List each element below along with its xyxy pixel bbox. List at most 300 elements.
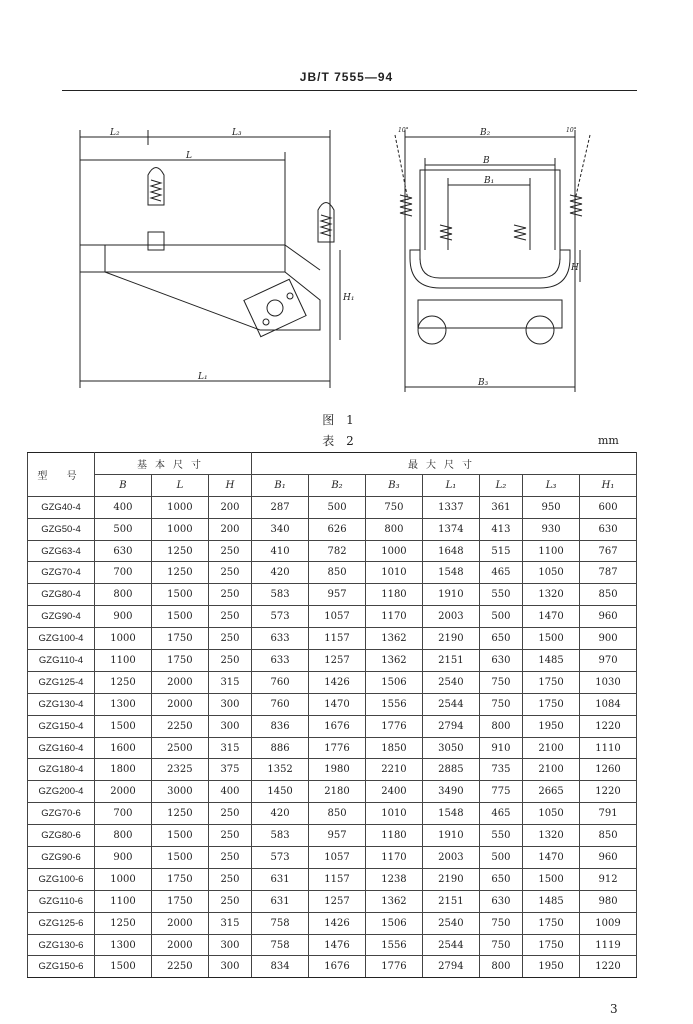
value-cell: 700 bbox=[95, 803, 152, 825]
value-cell: 1362 bbox=[365, 650, 422, 672]
dimensions-table bbox=[27, 452, 637, 978]
value-cell: 583 bbox=[252, 584, 309, 606]
value-cell: 1257 bbox=[309, 890, 366, 912]
value-cell: 775 bbox=[479, 781, 522, 803]
model-cell: GZG150-6 bbox=[28, 956, 95, 978]
value-cell: 800 bbox=[479, 956, 522, 978]
value-cell: 2000 bbox=[151, 912, 208, 934]
value-cell: 2540 bbox=[422, 912, 479, 934]
table-row bbox=[28, 934, 637, 956]
model-cell: GZG200-4 bbox=[28, 781, 95, 803]
value-cell: 1000 bbox=[151, 518, 208, 540]
value-cell: 1300 bbox=[95, 693, 152, 715]
value-cell: 1426 bbox=[309, 912, 366, 934]
value-cell: 800 bbox=[95, 584, 152, 606]
value-cell: 850 bbox=[309, 562, 366, 584]
value-cell: 1110 bbox=[580, 737, 637, 759]
value-cell: 650 bbox=[479, 628, 522, 650]
value-cell: 2100 bbox=[523, 737, 580, 759]
value-cell: 1250 bbox=[151, 540, 208, 562]
value-cell: 1050 bbox=[523, 803, 580, 825]
table-row bbox=[28, 847, 637, 869]
column-header: B₃ bbox=[365, 474, 422, 496]
value-cell: 1470 bbox=[523, 847, 580, 869]
value-cell: 850 bbox=[580, 584, 637, 606]
model-cell: GZG180-4 bbox=[28, 759, 95, 781]
value-cell: 2000 bbox=[151, 934, 208, 956]
value-cell: 800 bbox=[95, 825, 152, 847]
value-cell: 1337 bbox=[422, 496, 479, 518]
value-cell: 1750 bbox=[523, 671, 580, 693]
value-cell: 767 bbox=[580, 540, 637, 562]
value-cell: 782 bbox=[309, 540, 366, 562]
value-cell: 2000 bbox=[95, 781, 152, 803]
value-cell: 1250 bbox=[95, 912, 152, 934]
value-cell: 760 bbox=[252, 671, 309, 693]
value-cell: 1100 bbox=[95, 890, 152, 912]
column-header: B₂ bbox=[309, 474, 366, 496]
table-row bbox=[28, 540, 637, 562]
value-cell: 2544 bbox=[422, 934, 479, 956]
table-row bbox=[28, 759, 637, 781]
value-cell: 750 bbox=[479, 671, 522, 693]
value-cell: 340 bbox=[252, 518, 309, 540]
label-L1: L₁ bbox=[198, 372, 208, 382]
value-cell: 515 bbox=[479, 540, 522, 562]
value-cell: 1500 bbox=[523, 628, 580, 650]
value-cell: 1426 bbox=[309, 671, 366, 693]
value-cell: 1300 bbox=[95, 934, 152, 956]
value-cell: 1374 bbox=[422, 518, 479, 540]
value-cell: 900 bbox=[95, 606, 152, 628]
value-cell: 631 bbox=[252, 868, 309, 890]
value-cell: 2100 bbox=[523, 759, 580, 781]
value-cell: 850 bbox=[309, 803, 366, 825]
value-cell: 912 bbox=[580, 868, 637, 890]
value-cell: 1157 bbox=[309, 868, 366, 890]
value-cell: 413 bbox=[479, 518, 522, 540]
value-cell: 2000 bbox=[151, 671, 208, 693]
value-cell: 500 bbox=[479, 606, 522, 628]
value-cell: 1500 bbox=[151, 825, 208, 847]
label-B3: B₃ bbox=[478, 378, 489, 388]
value-cell: 1100 bbox=[523, 540, 580, 562]
value-cell: 1500 bbox=[151, 847, 208, 869]
value-cell: 1980 bbox=[309, 759, 366, 781]
value-cell: 300 bbox=[208, 715, 251, 737]
value-cell: 1648 bbox=[422, 540, 479, 562]
value-cell: 550 bbox=[479, 825, 522, 847]
value-cell: 900 bbox=[580, 628, 637, 650]
table-row bbox=[28, 912, 637, 934]
value-cell: 250 bbox=[208, 540, 251, 562]
value-cell: 1506 bbox=[365, 912, 422, 934]
value-cell: 315 bbox=[208, 912, 251, 934]
column-header: H₁ bbox=[580, 474, 637, 496]
value-cell: 250 bbox=[208, 868, 251, 890]
value-cell: 573 bbox=[252, 847, 309, 869]
standard-code-header: JB/T 7555—94 bbox=[299, 70, 394, 84]
value-cell: 2665 bbox=[523, 781, 580, 803]
value-cell: 1250 bbox=[151, 803, 208, 825]
value-cell: 200 bbox=[208, 518, 251, 540]
value-cell: 1470 bbox=[523, 606, 580, 628]
value-cell: 2794 bbox=[422, 956, 479, 978]
value-cell: 420 bbox=[252, 562, 309, 584]
value-cell: 2794 bbox=[422, 715, 479, 737]
column-header: L₂ bbox=[479, 474, 522, 496]
table-row bbox=[28, 825, 637, 847]
value-cell: 550 bbox=[479, 584, 522, 606]
model-cell: GZG70-4 bbox=[28, 562, 95, 584]
value-cell: 2400 bbox=[365, 781, 422, 803]
value-cell: 1850 bbox=[365, 737, 422, 759]
table-row bbox=[28, 737, 637, 759]
value-cell: 250 bbox=[208, 825, 251, 847]
label-B: B bbox=[483, 156, 490, 166]
value-cell: 1009 bbox=[580, 912, 637, 934]
value-cell: 930 bbox=[523, 518, 580, 540]
value-cell: 1500 bbox=[151, 606, 208, 628]
value-cell: 1750 bbox=[523, 934, 580, 956]
value-cell: 465 bbox=[479, 562, 522, 584]
value-cell: 2180 bbox=[309, 781, 366, 803]
table-row bbox=[28, 562, 637, 584]
table-row bbox=[28, 693, 637, 715]
value-cell: 1057 bbox=[309, 847, 366, 869]
value-cell: 1010 bbox=[365, 562, 422, 584]
value-cell: 1556 bbox=[365, 934, 422, 956]
value-cell: 900 bbox=[95, 847, 152, 869]
value-cell: 2000 bbox=[151, 693, 208, 715]
model-cell: GZG80-4 bbox=[28, 584, 95, 606]
value-cell: 250 bbox=[208, 606, 251, 628]
value-cell: 1000 bbox=[151, 496, 208, 518]
model-cell: GZG130-6 bbox=[28, 934, 95, 956]
table-row bbox=[28, 650, 637, 672]
value-cell: 1470 bbox=[309, 693, 366, 715]
value-cell: 400 bbox=[95, 496, 152, 518]
table-row bbox=[28, 518, 637, 540]
model-cell: GZG100-6 bbox=[28, 868, 95, 890]
value-cell: 315 bbox=[208, 671, 251, 693]
model-cell: GZG160-4 bbox=[28, 737, 95, 759]
table-row bbox=[28, 956, 637, 978]
model-cell: GZG50-4 bbox=[28, 518, 95, 540]
value-cell: 1000 bbox=[365, 540, 422, 562]
value-cell: 1010 bbox=[365, 803, 422, 825]
value-cell: 1676 bbox=[309, 956, 366, 978]
value-cell: 3490 bbox=[422, 781, 479, 803]
value-cell: 1485 bbox=[523, 890, 580, 912]
value-cell: 2210 bbox=[365, 759, 422, 781]
value-cell: 2151 bbox=[422, 650, 479, 672]
model-cell: GZG100-4 bbox=[28, 628, 95, 650]
value-cell: 1776 bbox=[365, 715, 422, 737]
model-cell: GZG110-4 bbox=[28, 650, 95, 672]
value-cell: 420 bbox=[252, 803, 309, 825]
table-row bbox=[28, 584, 637, 606]
value-cell: 1750 bbox=[151, 650, 208, 672]
value-cell: 500 bbox=[309, 496, 366, 518]
model-cell: GZG110-6 bbox=[28, 890, 95, 912]
value-cell: 1950 bbox=[523, 956, 580, 978]
value-cell: 886 bbox=[252, 737, 309, 759]
value-cell: 400 bbox=[208, 781, 251, 803]
table-row bbox=[28, 715, 637, 737]
value-cell: 750 bbox=[479, 693, 522, 715]
label-angle-left: 10° bbox=[398, 127, 409, 134]
value-cell: 1030 bbox=[580, 671, 637, 693]
value-cell: 1506 bbox=[365, 671, 422, 693]
table-unit: mm bbox=[598, 434, 619, 447]
column-header: L₁ bbox=[422, 474, 479, 496]
value-cell: 2003 bbox=[422, 847, 479, 869]
table-row bbox=[28, 781, 637, 803]
value-cell: 633 bbox=[252, 650, 309, 672]
value-cell: 500 bbox=[479, 847, 522, 869]
value-cell: 1100 bbox=[95, 650, 152, 672]
value-cell: 800 bbox=[365, 518, 422, 540]
value-cell: 1476 bbox=[309, 934, 366, 956]
model-cell: GZG150-4 bbox=[28, 715, 95, 737]
value-cell: 1084 bbox=[580, 693, 637, 715]
value-cell: 1320 bbox=[523, 825, 580, 847]
table-row bbox=[28, 671, 637, 693]
value-cell: 1776 bbox=[365, 956, 422, 978]
value-cell: 2540 bbox=[422, 671, 479, 693]
value-cell: 631 bbox=[252, 890, 309, 912]
value-cell: 960 bbox=[580, 606, 637, 628]
column-group-basic: 基本尺寸 bbox=[95, 453, 252, 475]
column-header: L₃ bbox=[523, 474, 580, 496]
label-L: L bbox=[186, 151, 192, 161]
model-cell: GZG70-6 bbox=[28, 803, 95, 825]
model-cell: GZG80-6 bbox=[28, 825, 95, 847]
value-cell: 1362 bbox=[365, 628, 422, 650]
value-cell: 1950 bbox=[523, 715, 580, 737]
value-cell: 2190 bbox=[422, 868, 479, 890]
label-L3: L₃ bbox=[232, 128, 242, 138]
value-cell: 1157 bbox=[309, 628, 366, 650]
value-cell: 250 bbox=[208, 650, 251, 672]
value-cell: 1800 bbox=[95, 759, 152, 781]
value-cell: 834 bbox=[252, 956, 309, 978]
value-cell: 970 bbox=[580, 650, 637, 672]
value-cell: 850 bbox=[580, 825, 637, 847]
value-cell: 600 bbox=[580, 496, 637, 518]
value-cell: 1238 bbox=[365, 868, 422, 890]
column-header: L bbox=[151, 474, 208, 496]
value-cell: 1485 bbox=[523, 650, 580, 672]
value-cell: 787 bbox=[580, 562, 637, 584]
value-cell: 836 bbox=[252, 715, 309, 737]
value-cell: 1000 bbox=[95, 868, 152, 890]
page-number: 3 bbox=[610, 1002, 618, 1016]
column-header-model: 型 号 bbox=[28, 453, 95, 497]
column-header: H bbox=[208, 474, 251, 496]
column-header: B₁ bbox=[252, 474, 309, 496]
value-cell: 1450 bbox=[252, 781, 309, 803]
value-cell: 1548 bbox=[422, 803, 479, 825]
value-cell: 1057 bbox=[309, 606, 366, 628]
value-cell: 1352 bbox=[252, 759, 309, 781]
value-cell: 250 bbox=[208, 847, 251, 869]
value-cell: 1362 bbox=[365, 890, 422, 912]
value-cell: 791 bbox=[580, 803, 637, 825]
value-cell: 626 bbox=[309, 518, 366, 540]
value-cell: 1170 bbox=[365, 847, 422, 869]
value-cell: 633 bbox=[252, 628, 309, 650]
label-B1: B₁ bbox=[484, 176, 495, 186]
label-L2: L₂ bbox=[110, 128, 120, 138]
value-cell: 1000 bbox=[95, 628, 152, 650]
value-cell: 500 bbox=[95, 518, 152, 540]
value-cell: 1260 bbox=[580, 759, 637, 781]
model-cell: GZG90-6 bbox=[28, 847, 95, 869]
model-cell: GZG130-4 bbox=[28, 693, 95, 715]
table-body bbox=[28, 496, 637, 978]
value-cell: 1500 bbox=[95, 956, 152, 978]
value-cell: 1220 bbox=[580, 715, 637, 737]
value-cell: 200 bbox=[208, 496, 251, 518]
value-cell: 1180 bbox=[365, 584, 422, 606]
value-cell: 700 bbox=[95, 562, 152, 584]
column-header: B bbox=[95, 474, 152, 496]
value-cell: 957 bbox=[309, 584, 366, 606]
value-cell: 250 bbox=[208, 584, 251, 606]
value-cell: 361 bbox=[479, 496, 522, 518]
value-cell: 300 bbox=[208, 693, 251, 715]
value-cell: 2885 bbox=[422, 759, 479, 781]
table-row bbox=[28, 628, 637, 650]
label-H1: H₁ bbox=[343, 293, 355, 303]
label-angle-right: 10° bbox=[566, 127, 577, 134]
value-cell: 250 bbox=[208, 562, 251, 584]
value-cell: 1257 bbox=[309, 650, 366, 672]
value-cell: 1750 bbox=[523, 693, 580, 715]
value-cell: 375 bbox=[208, 759, 251, 781]
value-cell: 573 bbox=[252, 606, 309, 628]
table-row bbox=[28, 606, 637, 628]
value-cell: 750 bbox=[365, 496, 422, 518]
model-cell: GZG125-4 bbox=[28, 671, 95, 693]
value-cell: 410 bbox=[252, 540, 309, 562]
value-cell: 1250 bbox=[95, 671, 152, 693]
value-cell: 1220 bbox=[580, 956, 637, 978]
value-cell: 800 bbox=[479, 715, 522, 737]
value-cell: 1750 bbox=[151, 628, 208, 650]
value-cell: 1600 bbox=[95, 737, 152, 759]
value-cell: 1750 bbox=[151, 868, 208, 890]
value-cell: 1500 bbox=[95, 715, 152, 737]
value-cell: 1180 bbox=[365, 825, 422, 847]
model-cell: GZG63-4 bbox=[28, 540, 95, 562]
label-B2: B₂ bbox=[480, 128, 491, 138]
value-cell: 1676 bbox=[309, 715, 366, 737]
value-cell: 300 bbox=[208, 956, 251, 978]
value-cell: 750 bbox=[479, 934, 522, 956]
value-cell: 2544 bbox=[422, 693, 479, 715]
model-cell: GZG125-6 bbox=[28, 912, 95, 934]
value-cell: 735 bbox=[479, 759, 522, 781]
model-cell: GZG90-4 bbox=[28, 606, 95, 628]
header-rule bbox=[62, 90, 637, 91]
value-cell: 287 bbox=[252, 496, 309, 518]
value-cell: 3000 bbox=[151, 781, 208, 803]
value-cell: 980 bbox=[580, 890, 637, 912]
value-cell: 250 bbox=[208, 890, 251, 912]
value-cell: 957 bbox=[309, 825, 366, 847]
value-cell: 2003 bbox=[422, 606, 479, 628]
table-row bbox=[28, 803, 637, 825]
value-cell: 583 bbox=[252, 825, 309, 847]
value-cell: 630 bbox=[95, 540, 152, 562]
value-cell: 1320 bbox=[523, 584, 580, 606]
value-cell: 630 bbox=[479, 650, 522, 672]
value-cell: 960 bbox=[580, 847, 637, 869]
value-cell: 465 bbox=[479, 803, 522, 825]
value-cell: 1910 bbox=[422, 825, 479, 847]
value-cell: 1910 bbox=[422, 584, 479, 606]
value-cell: 300 bbox=[208, 934, 251, 956]
value-cell: 250 bbox=[208, 803, 251, 825]
value-cell: 758 bbox=[252, 912, 309, 934]
value-cell: 630 bbox=[479, 890, 522, 912]
value-cell: 910 bbox=[479, 737, 522, 759]
table-caption: 表 2 bbox=[322, 434, 358, 448]
value-cell: 1750 bbox=[523, 912, 580, 934]
model-cell: GZG40-4 bbox=[28, 496, 95, 518]
feeder-drawing bbox=[0, 120, 693, 405]
table-header-row-groups bbox=[28, 453, 637, 475]
column-group-max: 最大尺寸 bbox=[252, 453, 637, 475]
value-cell: 1548 bbox=[422, 562, 479, 584]
value-cell: 2151 bbox=[422, 890, 479, 912]
value-cell: 1500 bbox=[151, 584, 208, 606]
value-cell: 315 bbox=[208, 737, 251, 759]
table-row bbox=[28, 496, 637, 518]
value-cell: 2190 bbox=[422, 628, 479, 650]
value-cell: 1776 bbox=[309, 737, 366, 759]
value-cell: 1170 bbox=[365, 606, 422, 628]
figure-caption: 图 1 bbox=[322, 413, 358, 427]
table-row bbox=[28, 890, 637, 912]
value-cell: 1500 bbox=[523, 868, 580, 890]
value-cell: 1220 bbox=[580, 781, 637, 803]
value-cell: 2500 bbox=[151, 737, 208, 759]
value-cell: 1750 bbox=[151, 890, 208, 912]
value-cell: 758 bbox=[252, 934, 309, 956]
value-cell: 950 bbox=[523, 496, 580, 518]
label-H: H bbox=[571, 263, 579, 273]
value-cell: 250 bbox=[208, 628, 251, 650]
value-cell: 1050 bbox=[523, 562, 580, 584]
value-cell: 650 bbox=[479, 868, 522, 890]
value-cell: 750 bbox=[479, 912, 522, 934]
value-cell: 1250 bbox=[151, 562, 208, 584]
value-cell: 3050 bbox=[422, 737, 479, 759]
value-cell: 630 bbox=[580, 518, 637, 540]
value-cell: 1119 bbox=[580, 934, 637, 956]
value-cell: 1556 bbox=[365, 693, 422, 715]
value-cell: 2325 bbox=[151, 759, 208, 781]
value-cell: 2250 bbox=[151, 956, 208, 978]
value-cell: 760 bbox=[252, 693, 309, 715]
value-cell: 2250 bbox=[151, 715, 208, 737]
table-row bbox=[28, 868, 637, 890]
table-header-row-columns bbox=[28, 474, 637, 496]
